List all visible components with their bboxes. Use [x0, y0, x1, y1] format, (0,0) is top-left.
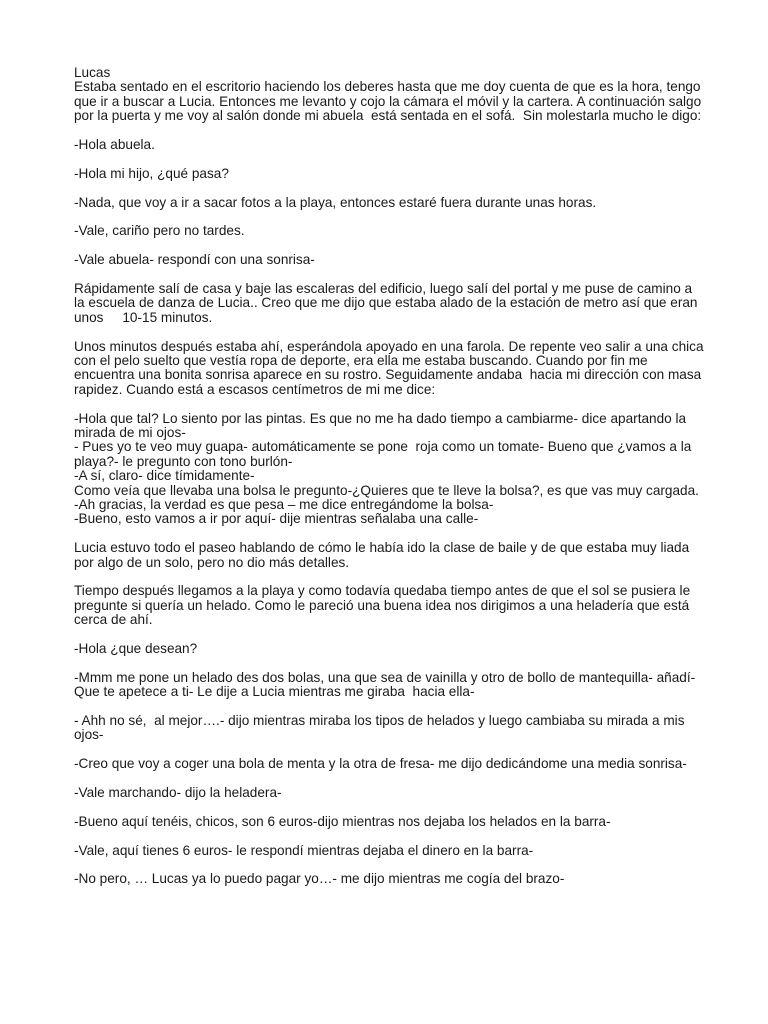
document-page [74, 65, 708, 887]
paragraph: - Ahh no sé, al mejor….- dijo mientras miraba los tipos de helados y luego cambiaba su mirada a mis ojos- [74, 713, 689, 743]
paragraph: -Vale abuela- respondí con una sonrisa- [74, 252, 315, 268]
paragraph: -Vale, cariño pero no tardes. [74, 223, 245, 239]
paragraph: -Bueno aquí tenéis, chicos, son 6 euros-dijo mientras nos dejaba los helados en la barra- [74, 813, 611, 829]
paragraph: -Nada, que voy a ir a sacar fotos a la playa, entonces estaré fuera durante unas horas. [74, 194, 597, 210]
paragraph-dialogue-block: -Hola que tal? Lo siento por las pintas. Es que no me ha dado tiempo a cambiarme- dice apartando la mirada de mi ojos- - Pues yo te veo muy guapa- automáticamente se pone roja como un tomate- Bueno que ¿vamos a la playa?- le pregunto con tono burlón- -A sí, claro- dice tímidamente- Como veía que llevaba una bolsa le pregunto-¿Quieres que te lleve la bolsa?, es que vas muy cargada. -Ah gracias, la verdad es que pesa – me dice entregándome la bolsa- -Bueno, esto vamos a ir por aquí- dije mientras señalaba una calle- [74, 410, 699, 527]
paragraph: -Vale marchando- dijo la heladera- [74, 785, 282, 801]
paragraph: -Mmm me pone un helado des dos bolas, una que sea de vainilla y otro de bollo de mantequilla- añadí- Que te apetece a ti- Le dije a Lucia mientras me giraba hacia ella- [74, 669, 699, 700]
paragraph: Rápidamente salí de casa y baje las escaleras del edificio, luego salí del portal y me puse de camino a la escuela de danza de Lucia.. Creo que me dijo que estaba alado de la estación de metro así que eran unos 10-15 minutos. [74, 281, 702, 325]
paragraph: -Vale, aquí tienes 6 euros- le respondí mientras dejaba el dinero en la barra- [74, 842, 534, 858]
paragraph: Unos minutos después estaba ahí, esperándola apoyado en una farola. De repente veo salir a una chica con el pelo suelto que vestía ropa de deporte, era ella me estaba buscando. Cuando por fin me encuentra una bonita sonrisa aparece en su rostro. Seguidamente andaba hacia mi dirección con masa rapidez. Cuando está a escasos centímetros de mi me dice: [74, 338, 708, 397]
document-title: Lucas [74, 65, 111, 80]
paragraph: -No pero, … Lucas ya lo puedo pagar yo…- me dijo mientras me cogía del brazo- [74, 871, 565, 887]
paragraph: -Hola mi hijo, ¿qué pasa? [74, 165, 229, 181]
paragraph: Tiempo después llegamos a la playa y como todavía quedaba tiempo antes de que el sol se pusiera le pregunte si quería un helado. Como le pareció una buena idea nos dirigimos a una heladería que está cerca de ahí. [74, 583, 694, 628]
paragraph: Lucia estuvo todo el paseo hablando de cómo le había ido la clase de baile y de que estaba muy liada por algo de un solo, pero no dio más detalles. [74, 540, 693, 570]
paragraph-intro: Estaba sentado en el escritorio haciendo los deberes hasta que me doy cuenta de que es la hora, tengo que ir a buscar a Lucia. Entonces me levanto y cojo la cámara el móvil y la cartera. A continuación salgo por la puerta y me voy al salón donde mi abuela está sentada en el sofá. Sin molestarla mucho le digo: [74, 79, 705, 124]
paragraph: -Hola ¿que desean? [74, 641, 198, 657]
paragraph: -Creo que voy a coger una bola de menta y la otra de fresa- me dijo dedicándome una media sonrisa- [74, 756, 687, 772]
paragraph: -Hola abuela. [74, 137, 155, 153]
